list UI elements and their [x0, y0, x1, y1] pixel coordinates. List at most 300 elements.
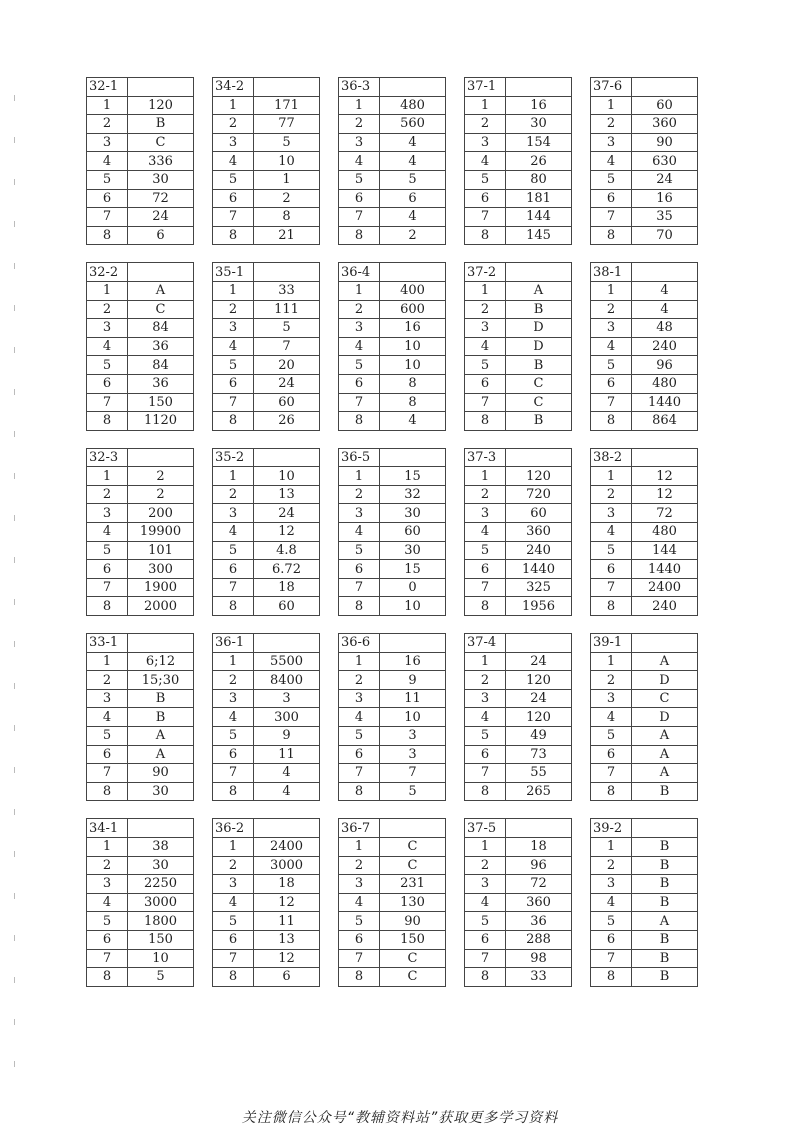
answer-value: 26: [254, 412, 320, 431]
answer-value: B: [632, 893, 698, 912]
question-number: 1: [591, 281, 632, 300]
table-row: [591, 745, 698, 764]
answer-value: 300: [128, 560, 194, 579]
table-title: 37-4: [465, 634, 506, 653]
question-number: 7: [339, 764, 380, 783]
answer-value: 98: [506, 949, 572, 968]
answer-value: 560: [380, 115, 446, 134]
table-row: [87, 875, 194, 894]
table-row: [339, 912, 446, 931]
table-title-blank: [506, 819, 572, 838]
table-title-blank: [380, 448, 446, 467]
question-number: 8: [339, 597, 380, 616]
table-row: [339, 504, 446, 523]
answer-value: 16: [380, 652, 446, 671]
answer-value: 120: [506, 708, 572, 727]
table-row: [87, 560, 194, 579]
table-row: [213, 727, 320, 746]
table-row: [591, 930, 698, 949]
answer-value: 84: [128, 319, 194, 338]
answer-value: C: [128, 300, 194, 319]
table-row: [339, 652, 446, 671]
table-row: [465, 208, 572, 227]
answer-value: 24: [506, 652, 572, 671]
answer-value: D: [632, 708, 698, 727]
table-title-blank: [254, 263, 320, 282]
answer-value: 21: [254, 226, 320, 245]
table-row: [87, 708, 194, 727]
edge-mark: [14, 851, 15, 857]
table-row: [591, 856, 698, 875]
table-row: [339, 856, 446, 875]
answer-value: B: [506, 356, 572, 375]
answer-value: 16: [506, 96, 572, 115]
table-row: [339, 597, 446, 616]
table-title-blank: [254, 78, 320, 97]
question-number: 2: [465, 671, 506, 690]
table-row: [591, 393, 698, 412]
table-title: 36-5: [339, 448, 380, 467]
table-row: [465, 652, 572, 671]
table-row: [465, 856, 572, 875]
table-title: 38-1: [591, 263, 632, 282]
table-row: [591, 727, 698, 746]
question-number: 8: [465, 968, 506, 987]
table-title-blank: [632, 634, 698, 653]
answer-value: 150: [380, 930, 446, 949]
question-number: 5: [87, 170, 128, 189]
table-row: [87, 393, 194, 412]
answer-value: 480: [380, 96, 446, 115]
question-number: 4: [591, 523, 632, 542]
answer-value: 72: [128, 189, 194, 208]
table-row: [213, 208, 320, 227]
table-row: [591, 949, 698, 968]
table-title-blank: [254, 634, 320, 653]
question-number: 3: [87, 319, 128, 338]
question-number: 8: [465, 782, 506, 801]
answer-value: 4: [380, 133, 446, 152]
question-number: 4: [339, 893, 380, 912]
question-number: 7: [339, 208, 380, 227]
answer-table: [212, 448, 320, 616]
answer-value: 360: [632, 115, 698, 134]
answer-value: 48: [632, 319, 698, 338]
answer-value: 55: [506, 764, 572, 783]
question-number: 8: [339, 782, 380, 801]
answer-value: B: [128, 708, 194, 727]
answer-value: 90: [380, 912, 446, 931]
table-row: [339, 170, 446, 189]
question-number: 7: [213, 764, 254, 783]
answer-value: 15;30: [128, 671, 194, 690]
question-number: 4: [339, 152, 380, 171]
table-row: [591, 523, 698, 542]
question-number: 6: [87, 189, 128, 208]
answer-value: B: [632, 837, 698, 856]
table-row: [591, 319, 698, 338]
table-row: [465, 133, 572, 152]
question-number: 1: [213, 837, 254, 856]
table-row: [339, 300, 446, 319]
table-row: [213, 949, 320, 968]
table-row: [465, 764, 572, 783]
table-row: [339, 764, 446, 783]
answer-value: A: [632, 727, 698, 746]
table-row: [591, 208, 698, 227]
question-number: 7: [465, 393, 506, 412]
answer-table: [338, 448, 446, 616]
question-number: 4: [591, 708, 632, 727]
question-number: 3: [591, 504, 632, 523]
answer-value: 30: [506, 115, 572, 134]
answer-value: B: [632, 875, 698, 894]
question-number: 4: [591, 152, 632, 171]
table-row: [339, 541, 446, 560]
answer-value: 171: [254, 96, 320, 115]
question-number: 5: [213, 727, 254, 746]
table-row: [87, 523, 194, 542]
table-row: [591, 689, 698, 708]
question-number: 7: [339, 949, 380, 968]
answer-value: 5: [380, 782, 446, 801]
question-number: 6: [339, 189, 380, 208]
question-number: 2: [213, 115, 254, 134]
question-number: 3: [339, 689, 380, 708]
question-number: 4: [213, 152, 254, 171]
edge-mark: [14, 725, 15, 731]
table-row: [339, 374, 446, 393]
question-number: 4: [87, 893, 128, 912]
table-row: [213, 930, 320, 949]
answer-value: 101: [128, 541, 194, 560]
table-title-blank: [506, 263, 572, 282]
question-number: 2: [87, 856, 128, 875]
answer-value: 10: [380, 597, 446, 616]
question-number: 1: [339, 467, 380, 486]
table-row: [591, 133, 698, 152]
answer-value: C: [380, 856, 446, 875]
answer-value: 36: [128, 374, 194, 393]
answer-value: A: [632, 764, 698, 783]
table-row: [339, 319, 446, 338]
answer-value: 480: [632, 523, 698, 542]
table-title-blank: [128, 78, 194, 97]
question-number: 2: [591, 856, 632, 875]
question-number: 3: [465, 319, 506, 338]
table-row: [465, 949, 572, 968]
question-number: 6: [87, 930, 128, 949]
answer-table: [212, 818, 320, 986]
answer-value: 2000: [128, 597, 194, 616]
table-title: 35-2: [213, 448, 254, 467]
table-title: 32-1: [87, 78, 128, 97]
answer-value: 5: [254, 133, 320, 152]
question-number: 1: [87, 281, 128, 300]
answer-value: 16: [380, 319, 446, 338]
answer-value: 60: [506, 504, 572, 523]
question-number: 3: [339, 319, 380, 338]
question-number: 5: [87, 541, 128, 560]
answer-table: [86, 77, 194, 245]
table-row: [87, 226, 194, 245]
table-row: [213, 652, 320, 671]
table-row: [87, 930, 194, 949]
question-number: 5: [465, 541, 506, 560]
question-number: 7: [87, 208, 128, 227]
answer-value: 8: [380, 393, 446, 412]
answer-value: 11: [254, 912, 320, 931]
answer-value: 480: [632, 374, 698, 393]
question-number: 3: [213, 504, 254, 523]
question-number: 7: [465, 949, 506, 968]
edge-mark: [14, 935, 15, 941]
question-number: 8: [87, 782, 128, 801]
answer-value: 200: [128, 504, 194, 523]
question-number: 5: [339, 541, 380, 560]
edge-mark: [14, 137, 15, 143]
question-number: 2: [591, 115, 632, 134]
question-number: 5: [87, 356, 128, 375]
table-row: [213, 226, 320, 245]
question-number: 1: [339, 652, 380, 671]
answer-value: B: [632, 856, 698, 875]
table-row: [465, 485, 572, 504]
question-number: 6: [465, 930, 506, 949]
table-row: [87, 96, 194, 115]
answer-table: [590, 262, 698, 430]
question-number: 5: [591, 356, 632, 375]
edge-mark: [14, 263, 15, 269]
question-number: 5: [465, 356, 506, 375]
answer-value: 30: [128, 170, 194, 189]
answer-value: 80: [506, 170, 572, 189]
answer-value: 3000: [254, 856, 320, 875]
answer-value: 2: [380, 226, 446, 245]
table-title-blank: [380, 819, 446, 838]
table-row: [465, 578, 572, 597]
answer-grid: [86, 77, 698, 987]
table-row: [213, 578, 320, 597]
question-number: 4: [87, 708, 128, 727]
answer-value: 8400: [254, 671, 320, 690]
answer-value: 336: [128, 152, 194, 171]
answer-value: 130: [380, 893, 446, 912]
edge-mark: [14, 431, 15, 437]
question-number: 1: [213, 467, 254, 486]
edge-mark: [14, 641, 15, 647]
answer-value: 360: [506, 523, 572, 542]
edge-mark: [14, 557, 15, 563]
table-row: [339, 467, 446, 486]
answer-value: 12: [632, 467, 698, 486]
answer-value: A: [506, 281, 572, 300]
answer-value: 7: [254, 337, 320, 356]
answer-value: 10: [380, 337, 446, 356]
answer-value: D: [632, 671, 698, 690]
question-number: 5: [213, 541, 254, 560]
answer-value: 1900: [128, 578, 194, 597]
table-row: [213, 96, 320, 115]
question-number: 7: [591, 578, 632, 597]
question-number: 5: [339, 356, 380, 375]
question-number: 5: [591, 727, 632, 746]
answer-value: 35: [632, 208, 698, 227]
question-number: 2: [591, 300, 632, 319]
question-number: 6: [339, 930, 380, 949]
question-number: 6: [213, 745, 254, 764]
table-row: [339, 893, 446, 912]
table-row: [87, 968, 194, 987]
answer-value: 4: [254, 782, 320, 801]
question-number: 7: [87, 578, 128, 597]
question-number: 4: [591, 893, 632, 912]
table-title: 32-2: [87, 263, 128, 282]
table-row: [213, 708, 320, 727]
table-row: [591, 671, 698, 690]
answer-value: 600: [380, 300, 446, 319]
table-row: [465, 374, 572, 393]
table-row: [591, 485, 698, 504]
question-number: 5: [465, 912, 506, 931]
answer-value: B: [632, 782, 698, 801]
table-row: [591, 893, 698, 912]
question-number: 8: [213, 597, 254, 616]
question-number: 4: [591, 337, 632, 356]
answer-value: 8: [254, 208, 320, 227]
question-number: 7: [87, 393, 128, 412]
table-title: 34-1: [87, 819, 128, 838]
table-row: [213, 170, 320, 189]
answer-value: 5: [254, 319, 320, 338]
answer-value: 300: [254, 708, 320, 727]
question-number: 3: [87, 875, 128, 894]
question-number: 8: [339, 968, 380, 987]
answer-value: A: [632, 912, 698, 931]
question-number: 5: [87, 727, 128, 746]
table-title: 34-2: [213, 78, 254, 97]
answer-value: C: [128, 133, 194, 152]
table-row: [213, 412, 320, 431]
table-title: 36-7: [339, 819, 380, 838]
question-number: 6: [591, 374, 632, 393]
table-row: [339, 523, 446, 542]
table-row: [465, 281, 572, 300]
answer-value: 145: [506, 226, 572, 245]
table-row: [213, 968, 320, 987]
question-number: 4: [213, 337, 254, 356]
answer-value: 360: [506, 893, 572, 912]
answer-value: 19900: [128, 523, 194, 542]
answer-value: 288: [506, 930, 572, 949]
question-number: 7: [591, 949, 632, 968]
table-title-blank: [128, 634, 194, 653]
table-row: [591, 875, 698, 894]
table-title: 37-6: [591, 78, 632, 97]
question-number: 5: [87, 912, 128, 931]
question-number: 4: [339, 337, 380, 356]
answer-value: 9: [254, 727, 320, 746]
table-row: [465, 467, 572, 486]
question-number: 2: [339, 485, 380, 504]
table-row: [339, 152, 446, 171]
answer-value: 4: [632, 281, 698, 300]
answer-value: 13: [254, 485, 320, 504]
question-number: 6: [87, 745, 128, 764]
question-number: 6: [339, 374, 380, 393]
answer-value: 325: [506, 578, 572, 597]
answer-value: 3: [380, 727, 446, 746]
edge-mark: [14, 389, 15, 395]
answer-value: 1120: [128, 412, 194, 431]
question-number: 6: [87, 560, 128, 579]
answer-table: [590, 448, 698, 616]
table-row: [339, 727, 446, 746]
table-row: [465, 560, 572, 579]
table-title-blank: [506, 78, 572, 97]
answer-value: 10: [254, 467, 320, 486]
question-number: 4: [465, 152, 506, 171]
table-row: [87, 300, 194, 319]
answer-value: 24: [254, 374, 320, 393]
question-number: 5: [591, 170, 632, 189]
question-number: 3: [87, 689, 128, 708]
answer-value: 144: [506, 208, 572, 227]
table-title-blank: [632, 819, 698, 838]
table-title-blank: [632, 78, 698, 97]
table-title: 36-2: [213, 819, 254, 838]
question-number: 4: [87, 337, 128, 356]
table-row: [213, 745, 320, 764]
table-row: [87, 837, 194, 856]
question-number: 5: [465, 727, 506, 746]
table-row: [87, 374, 194, 393]
table-row: [465, 189, 572, 208]
answer-value: 60: [254, 393, 320, 412]
table-row: [87, 504, 194, 523]
answer-value: 1956: [506, 597, 572, 616]
table-row: [87, 541, 194, 560]
answer-value: 2: [254, 189, 320, 208]
answer-value: B: [506, 412, 572, 431]
question-number: 4: [465, 893, 506, 912]
edge-mark: [14, 809, 15, 815]
answer-value: 400: [380, 281, 446, 300]
question-number: 7: [591, 393, 632, 412]
answer-value: 90: [128, 764, 194, 783]
table-row: [213, 597, 320, 616]
question-number: 3: [213, 133, 254, 152]
table-row: [87, 467, 194, 486]
question-number: 8: [213, 968, 254, 987]
table-row: [87, 412, 194, 431]
table-title-blank: [380, 78, 446, 97]
question-number: 1: [465, 281, 506, 300]
question-number: 7: [465, 578, 506, 597]
answer-value: 16: [632, 189, 698, 208]
answer-value: 33: [506, 968, 572, 987]
table-row: [465, 170, 572, 189]
table-row: [213, 504, 320, 523]
question-number: 1: [591, 467, 632, 486]
answer-value: 144: [632, 541, 698, 560]
question-number: 4: [465, 523, 506, 542]
table-row: [87, 597, 194, 616]
table-row: [591, 226, 698, 245]
table-row: [213, 764, 320, 783]
question-number: 6: [591, 745, 632, 764]
table-row: [87, 782, 194, 801]
